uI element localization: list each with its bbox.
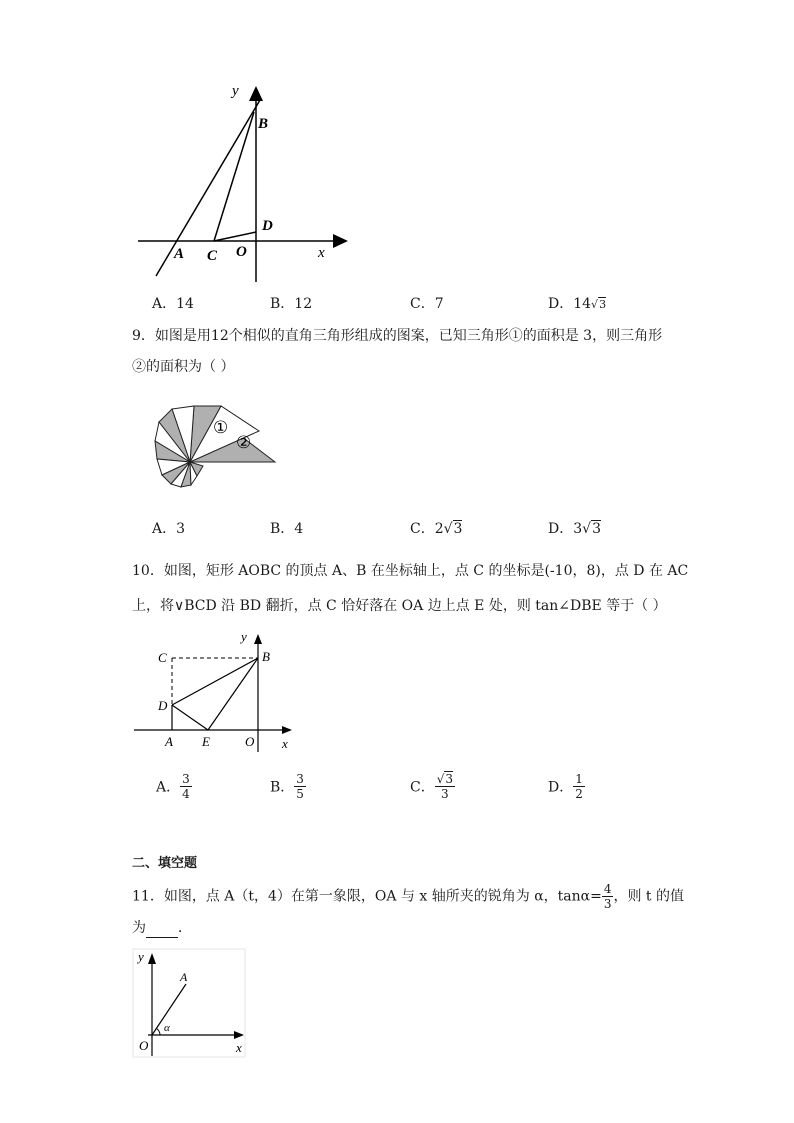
label-x: x [282, 736, 288, 751]
label-x: x [318, 245, 325, 261]
label-x: x [236, 1040, 242, 1055]
q9-option-b: B．4 [270, 521, 304, 537]
angle-arc [157, 1029, 161, 1036]
label-circle-2: ② [236, 433, 252, 452]
q10-option-a-num: 3 [182, 772, 190, 786]
q9-option-d: D．3√3 [548, 521, 601, 537]
q10-option-b [270, 772, 306, 801]
y-axis-arrow-icon [254, 634, 262, 644]
q8-option-d-text: D．14 [548, 296, 592, 312]
q10-figure [130, 628, 300, 756]
x-axis-arrow-icon [234, 1031, 244, 1039]
q11-frac-num: 4 [603, 882, 612, 896]
q10-option-b-label: B． [270, 779, 295, 796]
label-c: C [207, 248, 218, 264]
q8-option-d-radicand: 3 [599, 298, 607, 311]
q10-stem-line2: 上，将∨BCD 沿 BD 翻折，点 C 恰好落在 OA 边上点 E 处，则 tan∠DBE 等于（ ） [132, 598, 667, 614]
q10-option-a-den: 4 [182, 787, 190, 801]
q9-stem-line1: 9．如图是用12个相似的直角三角形组成的图案，已知三角形①的面积是 3，则三角形 [132, 328, 663, 344]
label-o: O [139, 1038, 149, 1053]
q11-frac-den: 3 [603, 897, 612, 911]
q10-option-a [156, 772, 192, 801]
q9-option-c: C．2√3 [410, 521, 463, 537]
q8-option-b: B．12 [270, 296, 313, 312]
section-title: 二、填空题 [132, 856, 198, 871]
q9-option-a: A．3 [152, 521, 186, 537]
label-y: y [138, 949, 144, 964]
q8-option-a: A．14 [152, 296, 194, 312]
q9-option-d-text: D．3 [548, 521, 583, 537]
label-a: A [180, 970, 188, 984]
answer-blank[interactable] [146, 923, 178, 938]
q10-option-a-label: A． [156, 779, 181, 796]
q8-option-d: D．14√3 [548, 296, 607, 312]
y-axis-arrow-icon [148, 953, 156, 964]
q11-stem-line1-post: ，则 t 的值 [613, 888, 684, 905]
figure-frame [133, 949, 245, 1057]
q11-stem-line1 [132, 882, 684, 911]
q11-figure [132, 948, 248, 1060]
q10-option-d-den: 2 [575, 787, 583, 801]
q10-option-c: C． $\frac{√3}{3}$ [410, 772, 454, 801]
x-axis-arrow-icon [282, 726, 292, 734]
label-d: D [158, 698, 168, 713]
segment-db [172, 658, 258, 705]
label-alpha: α [164, 1022, 170, 1034]
segment-cd [214, 232, 256, 241]
segment-de [172, 705, 208, 730]
q11-stem-line2 [132, 918, 192, 938]
label-c: C [158, 650, 167, 665]
q11-stem-line2-pre: 为 [132, 920, 146, 936]
segment-cb [214, 112, 254, 241]
q10-option-c-num-radicand: 3 [445, 772, 454, 786]
label-a: A [174, 246, 185, 262]
q8-figure [130, 78, 360, 290]
q11-stem-line1-pre: 11．如图，点 A（t，4）在第一象限，OA 与 x 轴所夹的锐角为 α，tanα= [132, 888, 602, 905]
q10-option-c-den: 3 [441, 787, 449, 801]
q9-stem-line2: ②的面积为（ ） [132, 359, 235, 375]
label-y: y [232, 83, 239, 99]
label-circle-1: ① [213, 418, 229, 437]
segment-eb [208, 658, 258, 730]
q9-option-c-radicand: 3 [453, 521, 463, 537]
q10-option-b-den: 5 [296, 787, 304, 801]
label-o: O [236, 244, 247, 260]
q10-option-d [548, 772, 585, 801]
q9-option-d-radicand: 3 [592, 521, 601, 537]
q9-option-c-text: C．2 [410, 521, 444, 537]
q8-option-c: C．7 [410, 296, 444, 312]
q10-option-c-label: C． [410, 779, 435, 796]
label-b: B [262, 649, 270, 664]
q10-option-b-num: 3 [296, 772, 304, 786]
q10-stem-line1: 10．如图，矩形 AOBC 的顶点 A、B 在坐标轴上，点 C 的坐标是(-10，8)，点 D 在 AC [132, 563, 689, 579]
label-b: B [258, 116, 269, 132]
q11-stem-line2-post: ． [178, 920, 192, 936]
y-axis-arrow-icon [249, 86, 263, 101]
label-y: y [241, 629, 247, 644]
q10-option-d-label: D． [548, 779, 574, 796]
q9-figure [150, 400, 280, 490]
x-axis-arrow-icon [333, 234, 348, 248]
label-o: O [245, 734, 255, 749]
label-e: E [202, 734, 210, 749]
label-d: D [262, 218, 273, 234]
q10-option-d-num: 1 [575, 772, 583, 786]
label-a: A [165, 734, 173, 749]
